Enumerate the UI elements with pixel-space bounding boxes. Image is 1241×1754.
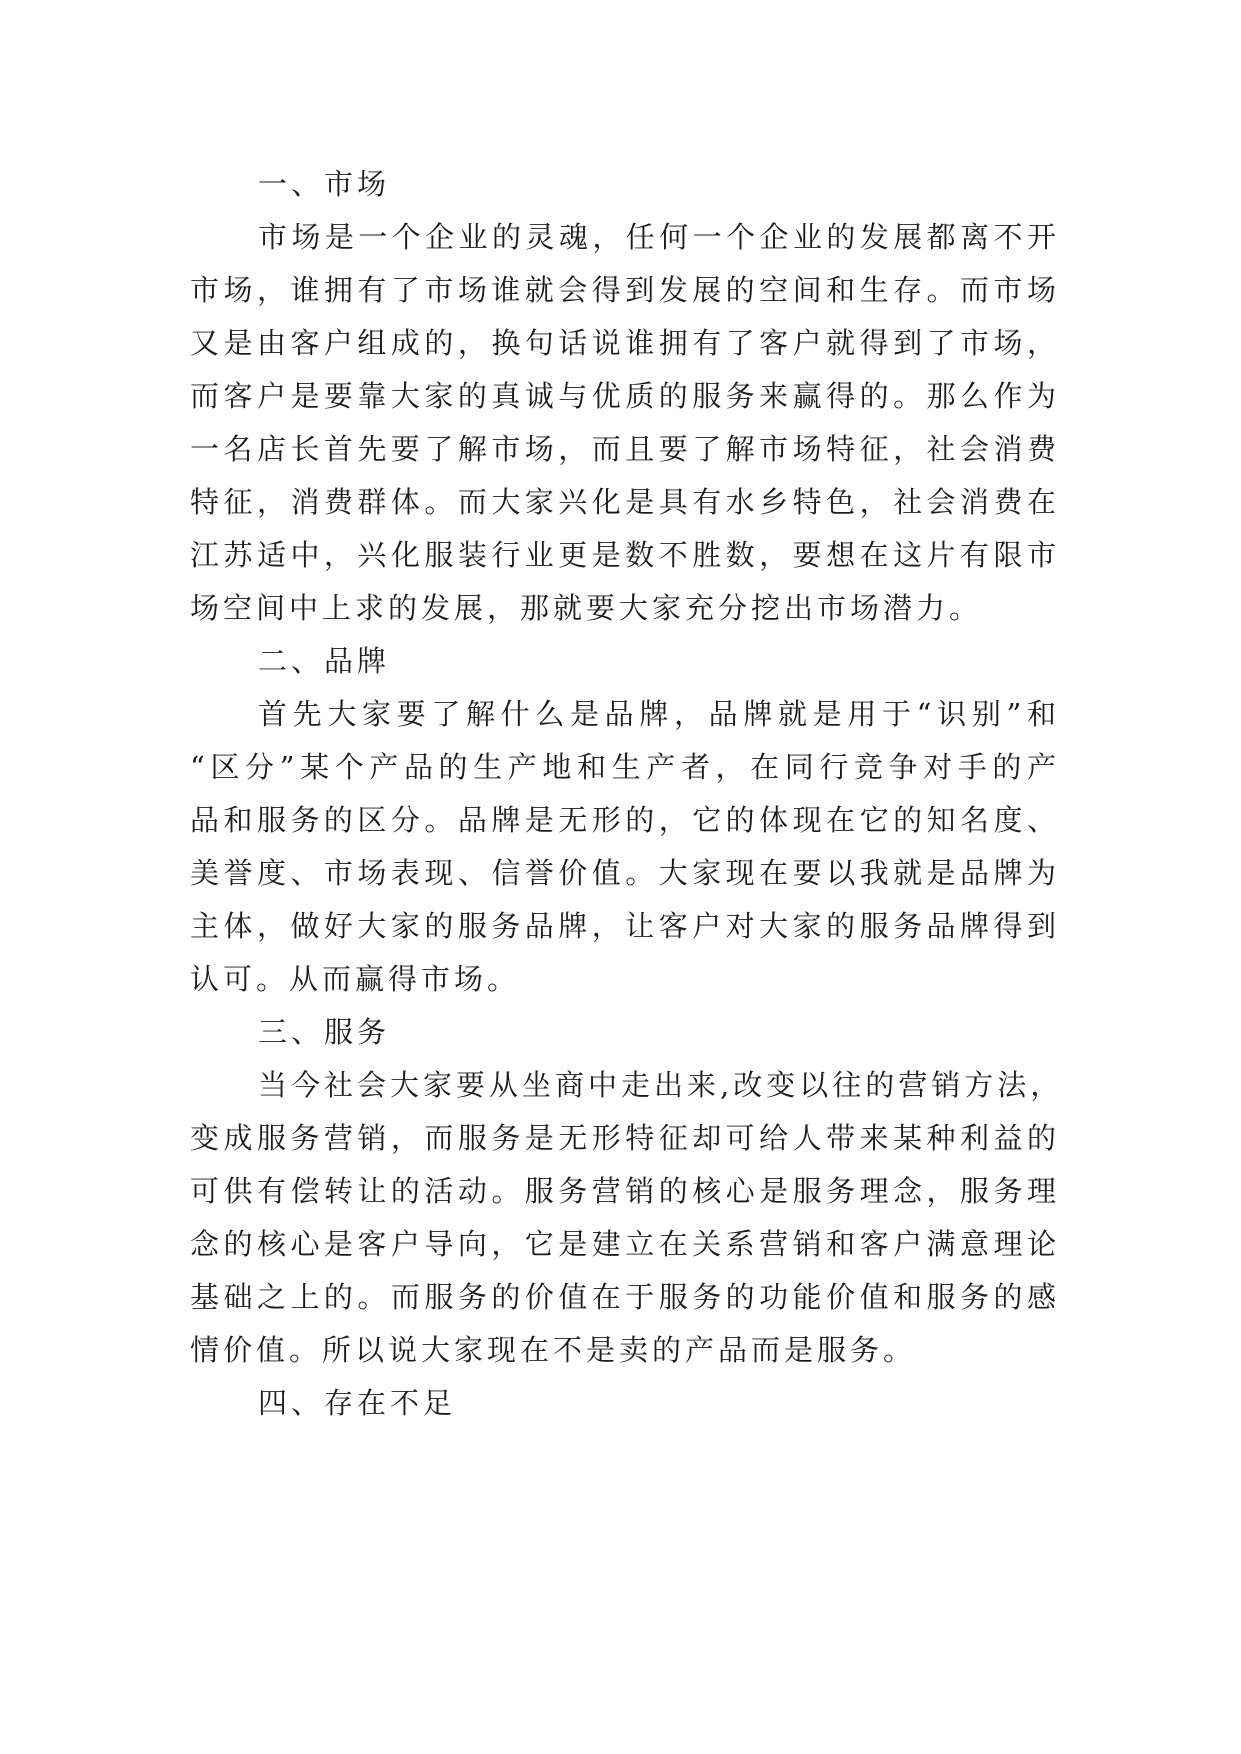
paragraph-line: 品和服务的区分。品牌是无形的，它的体现在它的知名度、 <box>190 803 1060 837</box>
paragraph-line: 首先大家要了解什么是品牌，品牌就是用于“识别”和 <box>258 697 1060 731</box>
paragraph-line: 美誉度、市场表现、信誉价值。大家现在要以我就是品牌为 <box>190 856 1060 890</box>
paragraph-line: 又是由客户组成的，换句话说谁拥有了客户就得到了市场， <box>190 326 1060 360</box>
paragraph-line: 一名店长首先要了解市场，而且要了解市场特征，社会消费 <box>190 432 1060 466</box>
paragraph-line: 特征，消费群体。而大家兴化是具有水乡特色，社会消费在 <box>190 485 1060 519</box>
paragraph-line: 念的核心是客户导向，它是建立在关系营销和客户满意理论 <box>190 1227 1060 1261</box>
section-heading-market: 一、市场 <box>258 167 391 201</box>
paragraph-line: 场空间中上求的发展，那就要大家充分挖出市场潜力。 <box>190 591 983 625</box>
section-heading-service: 三、服务 <box>258 1015 391 1049</box>
paragraph-line: 而客户是要靠大家的真诚与优质的服务来赢得的。那么作为 <box>190 379 1060 413</box>
paragraph-line: 江苏适中，兴化服装行业更是数不胜数，要想在这片有限市 <box>190 538 1060 572</box>
section-heading-brand: 二、品牌 <box>258 644 391 678</box>
document-body <box>190 158 1064 1430</box>
paragraph-line: 当今社会大家要从坐商中走出来,改变以往的营销方法， <box>258 1068 1064 1102</box>
paragraph-line: 情价值。所以说大家现在不是卖的产品而是服务。 <box>190 1333 917 1367</box>
paragraph-line: 市场是一个企业的灵魂，任何一个企业的发展都离不开 <box>258 220 1060 254</box>
section-heading-shortcomings: 四、存在不足 <box>258 1386 457 1420</box>
paragraph-line: 变成服务营销，而服务是无形特征却可给人带来某种利益的 <box>190 1121 1060 1155</box>
paragraph-line: 主体，做好大家的服务品牌，让客户对大家的服务品牌得到 <box>190 909 1060 943</box>
paragraph-line: “区分”某个产品的生产地和生产者，在同行竞争对手的产 <box>190 750 1060 784</box>
paragraph-line: 基础之上的。而服务的价值在于服务的功能价值和服务的感 <box>190 1280 1060 1314</box>
paragraph-line: 市场，谁拥有了市场谁就会得到发展的空间和生存。而市场 <box>190 273 1060 307</box>
paragraph-line: 可供有偿转让的活动。服务营销的核心是服务理念，服务理 <box>190 1174 1060 1208</box>
paragraph-line: 认可。从而赢得市场。 <box>190 962 521 996</box>
